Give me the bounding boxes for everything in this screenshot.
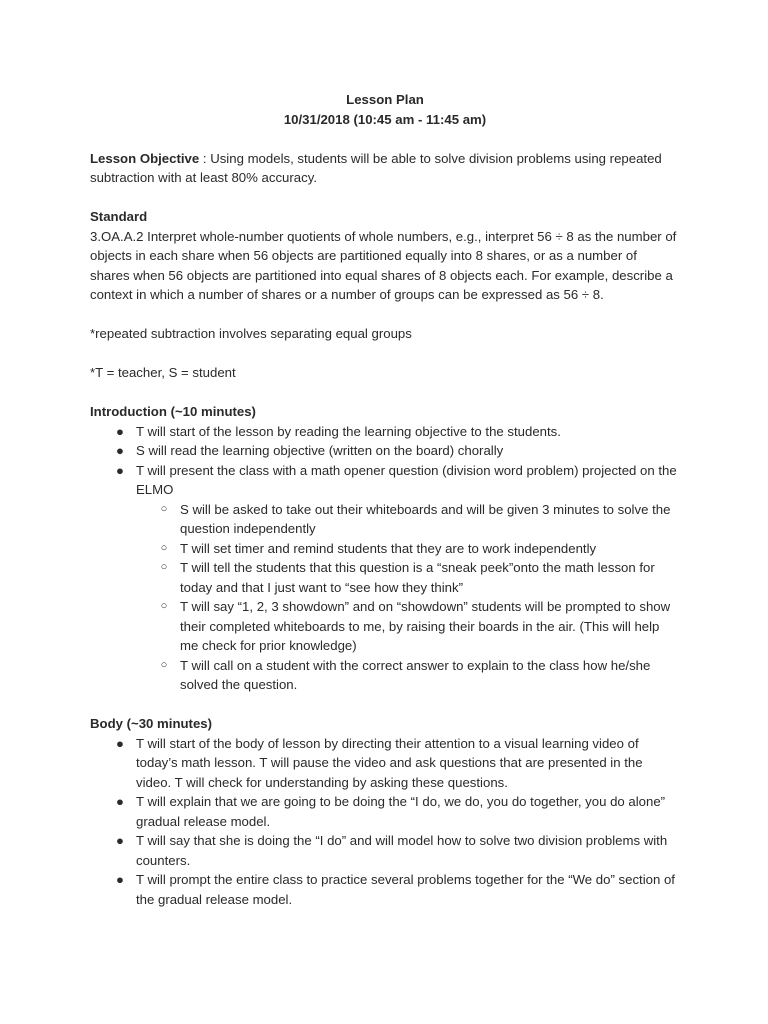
sub-bullet-icon: ○ [160, 658, 168, 671]
sub-bullet-icon: ○ [160, 561, 168, 573]
sub-bullet-icon: ○ [160, 600, 168, 612]
sub-bullet-icon: ○ [160, 502, 168, 515]
objective-paragraph [90, 149, 680, 188]
sub-list-item: ○ T will set timer and remind students that they are to work independently [136, 539, 680, 559]
sub-list-item: ○ S will be asked to take out their whiteboards and will be given 3 minutes to solve the question independently [136, 500, 680, 539]
bullet-icon: ● [116, 423, 124, 439]
bullet-icon: ● [116, 794, 124, 809]
objective-label: Lesson Objective [90, 150, 200, 166]
sub-bullet-icon: ○ [160, 541, 168, 554]
sub-list-item: ○ T will tell the students that this question is a “sneak peek”onto the math lesson for today and that I just want to “see how they think” [136, 558, 680, 597]
body-heading: Body (~30 minutes) [90, 716, 213, 731]
body-list [90, 734, 680, 910]
list-item: ● T will explain that we are going to be doing the “I do, we do, you do together, you do alone” gradual release model. [90, 792, 680, 831]
intro-sublist [136, 500, 680, 695]
bullet-icon: ● [116, 735, 124, 751]
objective-text: : Using models, students will be able to solve division problems using repeated subtraction with at least 80% accuracy. [90, 150, 662, 185]
bullet-icon: ● [116, 833, 124, 848]
list-item: ● T will say that she is doing the “I do” and will model how to solve two division problems with counters. [90, 831, 680, 870]
bullet-icon: ● [116, 462, 124, 478]
bullet-icon: ● [116, 443, 124, 458]
list-item: ● T will present the class with a math opener question (division word problem) projected on the ELMO ○ S will be asked to take out their whiteboards and will be given 3 minutes to solve the question independently ○ T will set timer and remind students that they are to work independently ○ T will tell the students that this question is a “sneak peek”onto the math lesson for today and that I just want to “see how they think” ○ T will say “1, 2, 3 showdown” and on “showdown” students will be prompted to show their completed whiteboards to me, by raising their boards in the air. (This will help me check for prior knowledge) ○ T will call on a student with the correct answer to explain to the class how he/she solved the question. [90, 461, 680, 695]
list-item: ● T will start of the body of lesson by directing their attention to a visual learning video of today’s math lesson. T will pause the video and ask questions that are presented in the video. T will check for understanding by asking these questions. [90, 734, 680, 793]
intro-heading: Introduction (~10 minutes) [90, 404, 256, 419]
sub-list-item: ○ T will say “1, 2, 3 showdown” and on “showdown” students will be prompted to show their completed whiteboards to me, by raising their boards in the air. (This will help me check for prior knowledge) [136, 597, 680, 656]
standard-text: 3.OA.A.2 Interpret whole-number quotients of whole numbers, e.g., interpret 56 ÷ 8 as the number of objects in each share when 56 objects are partitioned equally into 8 shares, or as a number of shares when 56 objects are partitioned into equal shares of 8 objects each. For example, describe a context in which a number of shares or a number of groups can be expressed as 56 ÷ 8. [90, 228, 677, 302]
note-repeated-subtraction: *repeated subtraction involves separating equal groups [90, 326, 412, 341]
list-item: ● S will read the learning objective (written on the board) chorally [90, 441, 680, 461]
list-item: ● T will prompt the entire class to practice several problems together for the “We do” section of the gradual release model. [90, 870, 680, 909]
sub-list-item: ○ T will call on a student with the correct answer to explain to the class how he/she solved the question. [136, 656, 680, 695]
note-key: *T = teacher, S = student [90, 365, 236, 380]
list-item: ● T will start of the lesson by reading the learning objective to the students. [90, 422, 680, 442]
doc-date: 10/31/2018 (10:45 am - 11:45 am) [283, 111, 487, 127]
doc-title: Lesson Plan [346, 92, 424, 107]
intro-list [90, 422, 680, 695]
bullet-icon: ● [116, 872, 124, 887]
standard-heading: Standard [90, 209, 148, 224]
